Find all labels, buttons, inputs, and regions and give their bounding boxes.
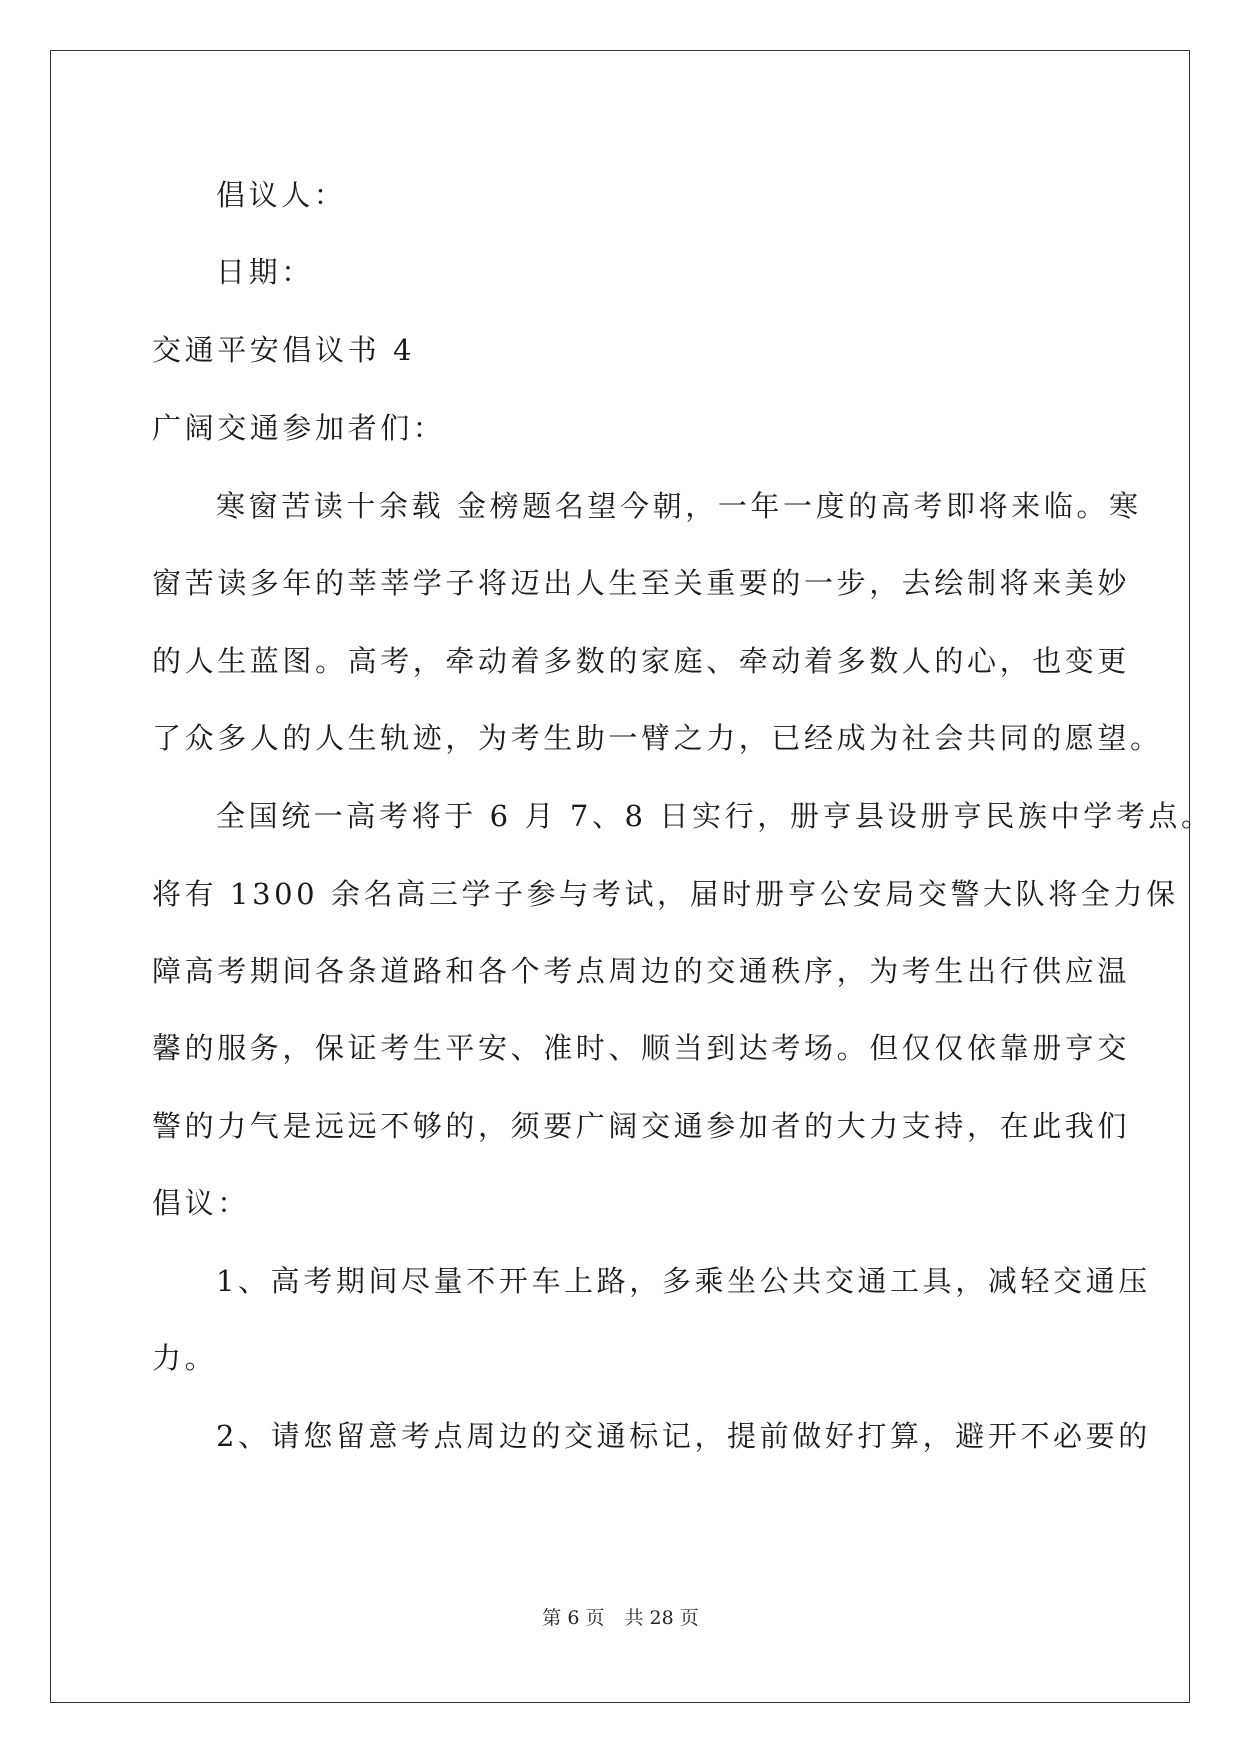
paragraph-line: 馨的服务，保证考生平安、准时、顺当到达考场。但仅仅依靠册亨交 <box>152 1031 1131 1065</box>
paragraph-line: 倡议： <box>152 1186 250 1220</box>
date-label: 日期： <box>216 255 314 289</box>
paragraph-line: 障高考期间各条道路和各个考点周边的交通秩序，为考生出行供应温 <box>152 954 1131 988</box>
paragraph-line: 寒窗苦读十余载 金榜题名望今朝，一年一度的高考即将来临。寒 <box>216 489 1142 523</box>
paragraph-line: 的人生蓝图。高考，牵动着多数的家庭、牵动着多数人的心，也变更 <box>152 644 1131 678</box>
page-total: 共 28 页 <box>624 1607 699 1629</box>
list-item: 2、请您留意考点周边的交通标记，提前做好打算，避开不必要的 <box>216 1419 1151 1453</box>
page-number: 第 6 页 <box>542 1607 605 1629</box>
list-item: 1、高考期间尽量不开车上路，多乘坐公共交通工具，减轻交通压 <box>216 1264 1151 1298</box>
paragraph-line: 窗苦读多年的莘莘学子将迈出人生至关重要的一步，去绘制将来美妙 <box>152 566 1131 600</box>
salutation: 广阔交通参加者们： <box>152 411 446 445</box>
signer-label: 倡议人： <box>216 178 347 212</box>
paragraph-line: 了众多人的人生轨迹，为考生助一臂之力，已经成为社会共同的愿望。 <box>152 721 1163 755</box>
paragraph-line: 警的力气是远远不够的，须要广阔交通参加者的大力支持，在此我们 <box>152 1109 1131 1143</box>
page-footer <box>0 1606 1241 1630</box>
section-title: 交通平安倡议书 4 <box>152 333 416 367</box>
paragraph-line: 将有 1300 余名高三学子参与考试，届时册亨公安局交警大队将全力保 <box>152 877 1179 911</box>
paragraph-line: 全国统一高考将于 6 月 7、8 日实行，册亨县设册亨民族中学考点。 <box>216 799 1214 833</box>
list-item-continuation: 力。 <box>152 1341 218 1375</box>
